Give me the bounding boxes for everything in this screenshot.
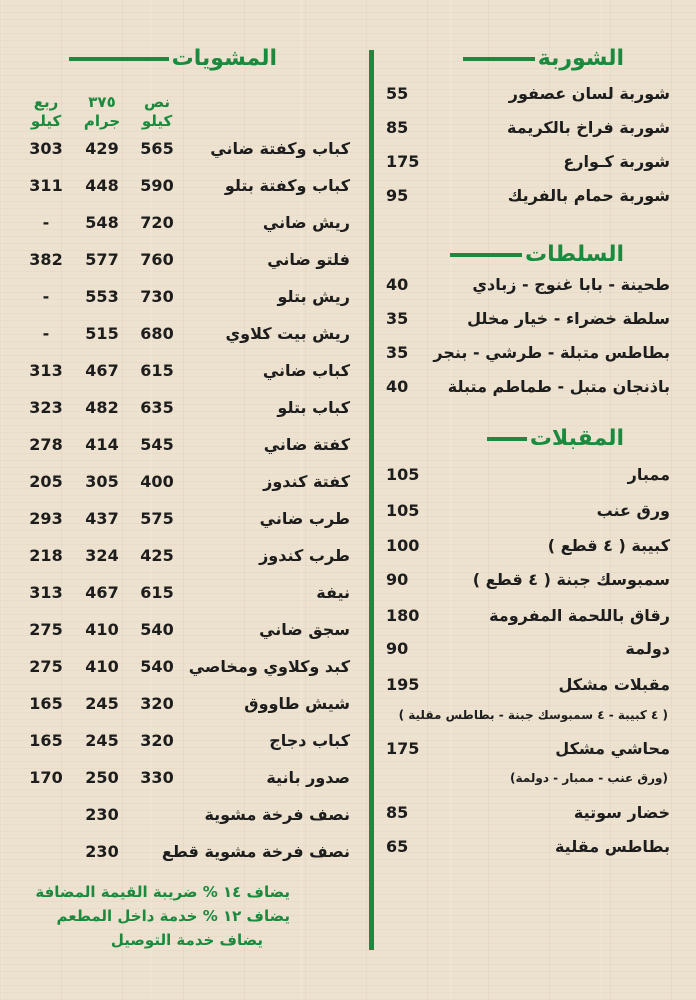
grill-price-quarter-kilo: 218: [29, 546, 63, 565]
col-half-kilo: نص كيلو: [141, 93, 173, 130]
grill-price-quarter-kilo: 275: [29, 657, 63, 676]
soups-item-price: 95: [386, 186, 409, 205]
appetizers-item: [386, 832, 670, 862]
salads-item: [386, 338, 670, 368]
appetizers-heading: [487, 426, 624, 451]
soups-heading: [463, 46, 624, 71]
grill-price-375-gram: 577: [85, 250, 119, 269]
salads-item-name: سلطة خضراء - خيار مخلل: [467, 309, 670, 328]
grill-price-quarter-kilo: 275: [29, 620, 63, 639]
grill-price-half-kilo: 590: [140, 176, 174, 195]
grill-item-name: طرب كندوز: [259, 546, 350, 565]
grill-item-name: صدور بانية: [266, 768, 350, 787]
appetizers-item-price: 105: [386, 465, 420, 484]
grill-extra-price: 230: [85, 805, 119, 824]
grill-item-name: كباب ضاني: [262, 361, 350, 380]
grill-price-375-gram: 515: [85, 324, 119, 343]
appetizers-item: [386, 565, 670, 595]
grill-price-half-kilo: 730: [140, 287, 174, 306]
grill-price-quarter-kilo: 323: [29, 398, 63, 417]
grill-price-half-kilo: 320: [140, 731, 174, 750]
grill-price-375-gram: 324: [85, 546, 119, 565]
service-note: يضاف ١٢ % خدمة داخل المطعم: [56, 907, 290, 925]
salads-item: [386, 270, 670, 300]
grill-item-name: كفتة ضاني: [263, 435, 350, 454]
grill-row: [20, 245, 350, 275]
grill-price-half-kilo: 575: [140, 509, 174, 528]
grill-price-quarter-kilo: 165: [29, 694, 63, 713]
appetizers-item: [386, 798, 670, 828]
grill-price-half-kilo: 320: [140, 694, 174, 713]
appetizers-item-price: 195: [386, 675, 420, 694]
vat-note: يضاف ١٤ % ضريبة القيمة المضافة: [35, 883, 290, 901]
mixed-appetizers-note: ( ٤ كبيبة - ٤ سمبوسك جبنة - بطاطس مقلية ): [398, 708, 668, 722]
soups-item: [386, 181, 670, 211]
grill-row: [20, 208, 350, 238]
soups-item: [386, 79, 670, 109]
grill-price-quarter-kilo: 382: [29, 250, 63, 269]
grill-extra-name: نصف فرخة مشوية: [204, 805, 350, 824]
appetizers-item-name: كبيبة ( ٤ قطع ): [547, 536, 670, 555]
appetizers-item-name: بطاطس مقلية: [554, 837, 670, 856]
col-375-gram: ٣٧٥ جرام: [83, 93, 121, 130]
grill-price-375-gram: 250: [85, 768, 119, 787]
grill-row: [20, 356, 350, 386]
grill-item-name: سجق ضاني: [259, 620, 350, 639]
grill-item-name: فلتو ضاني: [267, 250, 350, 269]
grill-price-375-gram: 414: [85, 435, 119, 454]
appetizers-item-name: سمبوسك جبنة ( ٤ قطع ): [472, 570, 670, 589]
grill-row: [20, 319, 350, 349]
appetizers-item-name: خضار سوتية: [573, 803, 670, 822]
grill-price-quarter-kilo: 278: [29, 435, 63, 454]
grill-price-half-kilo: 330: [140, 768, 174, 787]
grills-heading: [69, 46, 277, 71]
stuffed-mix-note: (ورق عنب - ممبار - دولمة): [510, 771, 668, 785]
grill-price-quarter-kilo: 165: [29, 731, 63, 750]
grill-extra-price: 230: [85, 842, 119, 861]
grill-price-375-gram: 448: [85, 176, 119, 195]
soups-item-name: شوربة كـوارع: [563, 152, 670, 171]
grill-row: [20, 578, 350, 608]
grill-item-name: نيفة: [316, 583, 350, 602]
appetizers-item-name: ورق عنب: [596, 501, 670, 520]
grill-price-375-gram: 245: [85, 694, 119, 713]
grill-price-half-kilo: 540: [140, 620, 174, 639]
grill-price-half-kilo: 540: [140, 657, 174, 676]
grill-price-quarter-kilo: 313: [29, 361, 63, 380]
grill-row: [20, 467, 350, 497]
grill-item-name: ريش بتلو: [277, 287, 350, 306]
salads-item-price: 35: [386, 343, 409, 362]
grill-row: [20, 652, 350, 682]
grill-price-quarter-kilo: 303: [29, 139, 63, 158]
grill-extra-name: نصف فرخة مشوية قطع: [161, 842, 350, 861]
appetizers-item: [386, 670, 670, 700]
appetizers-item-price: 65: [386, 837, 409, 856]
grill-price-375-gram: 245: [85, 731, 119, 750]
salads-item-name: طحينة - بابا غنوج - زبادي: [472, 275, 670, 294]
grill-row: [20, 134, 350, 164]
soups-item-name: شوربة فراخ بالكريمة: [507, 118, 670, 137]
appetizers-item-price: 90: [386, 639, 409, 658]
appetizers-item-name: محاشي مشكل: [555, 739, 670, 758]
grill-item-name: كبد وكلاوي ومخاصي: [188, 657, 350, 676]
grill-price-half-kilo: 680: [140, 324, 174, 343]
grill-price-375-gram: 548: [85, 213, 119, 232]
grill-row: [20, 689, 350, 719]
appetizers-title: المقبلات: [529, 426, 624, 451]
column-divider: [369, 50, 374, 950]
grill-price-quarter-kilo: 293: [29, 509, 63, 528]
appetizers-item-name: مقبلات مشكل: [558, 675, 670, 694]
grill-item-name: كباب دجاج: [269, 731, 350, 750]
appetizers-item: [386, 460, 670, 490]
appetizers-item-price: 85: [386, 803, 409, 822]
grill-price-quarter-kilo: 311: [29, 176, 63, 195]
soups-item: [386, 147, 670, 177]
grill-item-name: كباب وكفتة بتلو: [224, 176, 350, 195]
grill-price-quarter-kilo: 313: [29, 583, 63, 602]
grill-item-name: ريش بيت كلاوي: [225, 324, 350, 343]
grill-price-quarter-kilo: -: [42, 324, 50, 343]
soups-title: الشوربة: [537, 46, 624, 71]
grill-price-375-gram: 410: [85, 657, 119, 676]
grill-item-name: شيش طاووق: [244, 694, 350, 713]
appetizers-item: [386, 734, 670, 764]
grill-price-half-kilo: 545: [140, 435, 174, 454]
grill-price-half-kilo: 400: [140, 472, 174, 491]
appetizers-item-price: 100: [386, 536, 420, 555]
grill-price-half-kilo: 425: [140, 546, 174, 565]
col-quarter-kilo: ربع كيلو: [30, 93, 62, 130]
salads-item-price: 40: [386, 275, 409, 294]
appetizers-item-name: ممبار: [627, 465, 670, 484]
appetizers-item-price: 90: [386, 570, 409, 589]
appetizers-item-price: 180: [386, 606, 420, 625]
salads-item-price: 40: [386, 377, 409, 396]
salads-title: السلطات: [525, 242, 624, 267]
appetizers-item-price: 105: [386, 501, 420, 520]
salads-item: [386, 372, 670, 402]
appetizers-item-name: دولمة: [625, 639, 670, 658]
grill-price-half-kilo: 635: [140, 398, 174, 417]
salads-item-name: بطاطس متبلة - طرشي - بنجر: [433, 343, 670, 362]
grill-price-375-gram: 482: [85, 398, 119, 417]
salads-item-name: باذنجان متبل - طماطم متبلة: [447, 377, 670, 396]
grill-row: [20, 430, 350, 460]
grill-price-375-gram: 305: [85, 472, 119, 491]
salads-item: [386, 304, 670, 334]
appetizers-item: [386, 601, 670, 631]
delivery-note: يضاف خدمة التوصيل: [110, 931, 263, 949]
soups-item: [386, 113, 670, 143]
grill-row: [20, 171, 350, 201]
grill-price-quarter-kilo: 205: [29, 472, 63, 491]
grills-title: المشويات: [171, 46, 277, 71]
grill-price-half-kilo: 760: [140, 250, 174, 269]
salads-item-price: 35: [386, 309, 409, 328]
grill-price-375-gram: 410: [85, 620, 119, 639]
grill-price-quarter-kilo: -: [42, 213, 50, 232]
grill-item-name: كباب بتلو: [277, 398, 350, 417]
grill-price-half-kilo: 615: [140, 583, 174, 602]
grill-price-375-gram: 467: [85, 583, 119, 602]
grill-extra-row: [20, 837, 350, 867]
grill-price-375-gram: 429: [85, 139, 119, 158]
grill-item-name: كفتة كندوز: [263, 472, 350, 491]
grill-row: [20, 504, 350, 534]
appetizers-item-name: رقاق باللحمة المفرومة: [489, 606, 670, 625]
grill-row: [20, 763, 350, 793]
grill-row: [20, 615, 350, 645]
appetizers-item: [386, 634, 670, 664]
grill-price-half-kilo: 720: [140, 213, 174, 232]
grill-row: [20, 541, 350, 571]
grill-item-name: طرب ضاني: [259, 509, 350, 528]
grill-extra-row: [20, 800, 350, 830]
grill-price-half-kilo: 565: [140, 139, 174, 158]
grill-item-name: كباب وكفتة ضاني: [210, 139, 350, 158]
grill-price-375-gram: 467: [85, 361, 119, 380]
soups-item-price: 85: [386, 118, 409, 137]
appetizers-item: [386, 531, 670, 561]
appetizers-item: [386, 496, 670, 526]
soups-item-price: 55: [386, 84, 409, 103]
grill-price-375-gram: 437: [85, 509, 119, 528]
grill-price-375-gram: 553: [85, 287, 119, 306]
grill-price-quarter-kilo: -: [42, 287, 50, 306]
grill-row: [20, 726, 350, 756]
soups-item-name: شوربة لسان عصفور: [508, 84, 670, 103]
soups-item-name: شوربة حمام بالفريك: [507, 186, 670, 205]
salads-heading: [450, 242, 624, 267]
grill-price-half-kilo: 615: [140, 361, 174, 380]
grill-row: [20, 393, 350, 423]
appetizers-item-price: 175: [386, 739, 420, 758]
grill-price-quarter-kilo: 170: [29, 768, 63, 787]
grill-item-name: ريش ضاني: [262, 213, 350, 232]
soups-item-price: 175: [386, 152, 420, 171]
grill-row: [20, 282, 350, 312]
